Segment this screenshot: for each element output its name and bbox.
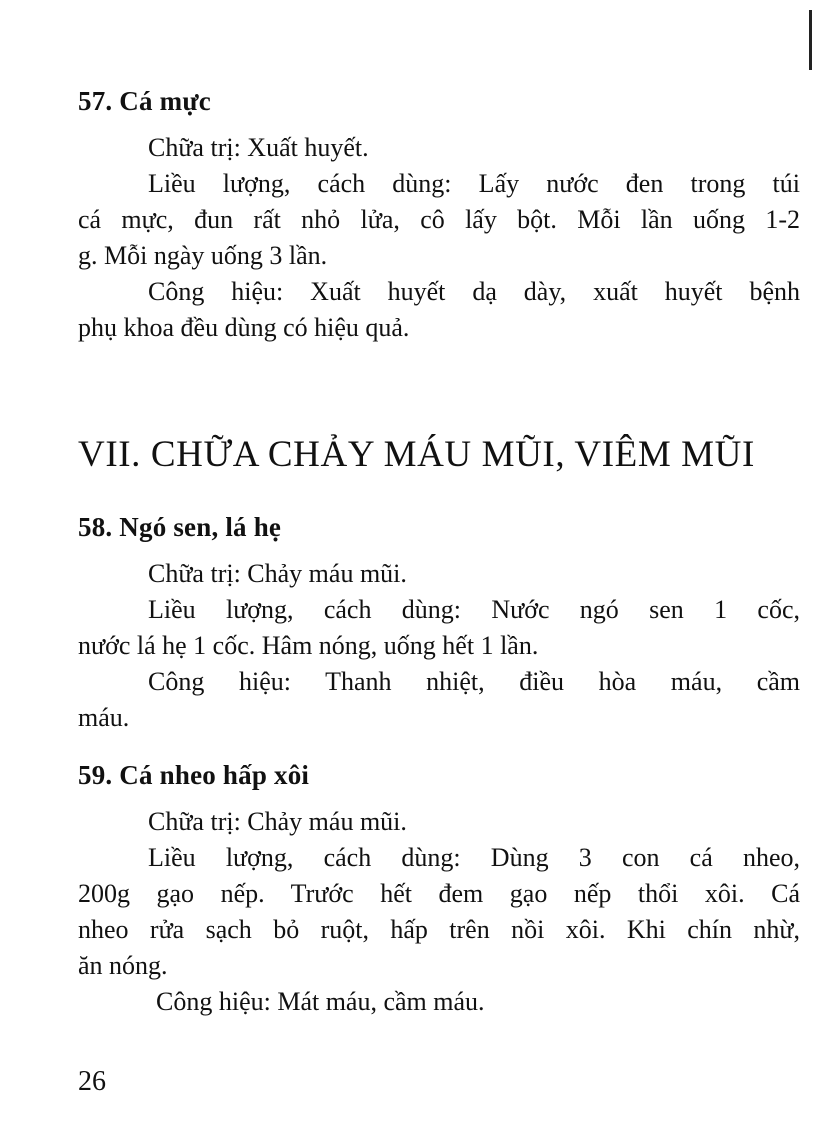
section-57-dosage-line-3: g. Mỗi ngày uống 3 lần. <box>78 241 328 270</box>
section-59-effect-line-1: Công hiệu: Mát máu, cầm máu. <box>156 987 485 1016</box>
scan-edge-line <box>809 10 812 70</box>
section-59-dosage-line-1: Liều lượng, cách dùng: Dùng 3 con cá nheo, <box>148 843 800 872</box>
section-58-effect-line-1: Công hiệu: Thanh nhiệt, điều hòa máu, cầm <box>148 667 800 696</box>
section-58-heading: 58. Ngó sen, lá hẹ <box>78 512 282 542</box>
section-57-effect-line-1: Công hiệu: Xuất huyết dạ dày, xuất huyết bệnh <box>148 277 800 306</box>
section-59-dosage-line-2: 200g gạo nếp. Trước hết đem gạo nếp thổi xôi. Cá <box>78 879 800 908</box>
section-59-dosage-line-3: nheo rửa sạch bỏ ruột, hấp trên nồi xôi. Khi chín nhừ, <box>78 915 800 944</box>
section-58-dosage-line-1: Liều lượng, cách dùng: Nước ngó sen 1 cốc, <box>148 595 800 624</box>
section-58-dosage-line-2: nước lá hẹ 1 cốc. Hâm nóng, uống hết 1 lần. <box>78 631 539 660</box>
section-57-effect-line-2: phụ khoa đều dùng có hiệu quả. <box>78 313 410 342</box>
section-57-heading: 57. Cá mực <box>78 86 211 116</box>
page-number: 26 <box>78 1066 106 1097</box>
section-59-indication: Chữa trị: Chảy máu mũi. <box>148 807 407 836</box>
section-57-indication: Chữa trị: Xuất huyết. <box>148 133 369 162</box>
chapter-title: VII. CHỮA CHẢY MÁU MŨI, VIÊM MŨI <box>78 434 755 475</box>
section-57-dosage-line-2: cá mực, đun rất nhỏ lửa, cô lấy bột. Mỗi lần uống 1-2 <box>78 205 800 234</box>
section-58-effect-line-2: máu. <box>78 703 130 732</box>
section-57-dosage-line-1: Liều lượng, cách dùng: Lấy nước đen trong túi <box>148 169 800 198</box>
section-59-dosage-line-4: ăn nóng. <box>78 951 168 980</box>
section-58-indication: Chữa trị: Chảy máu mũi. <box>148 559 407 588</box>
section-59-heading: 59. Cá nheo hấp xôi <box>78 760 310 790</box>
